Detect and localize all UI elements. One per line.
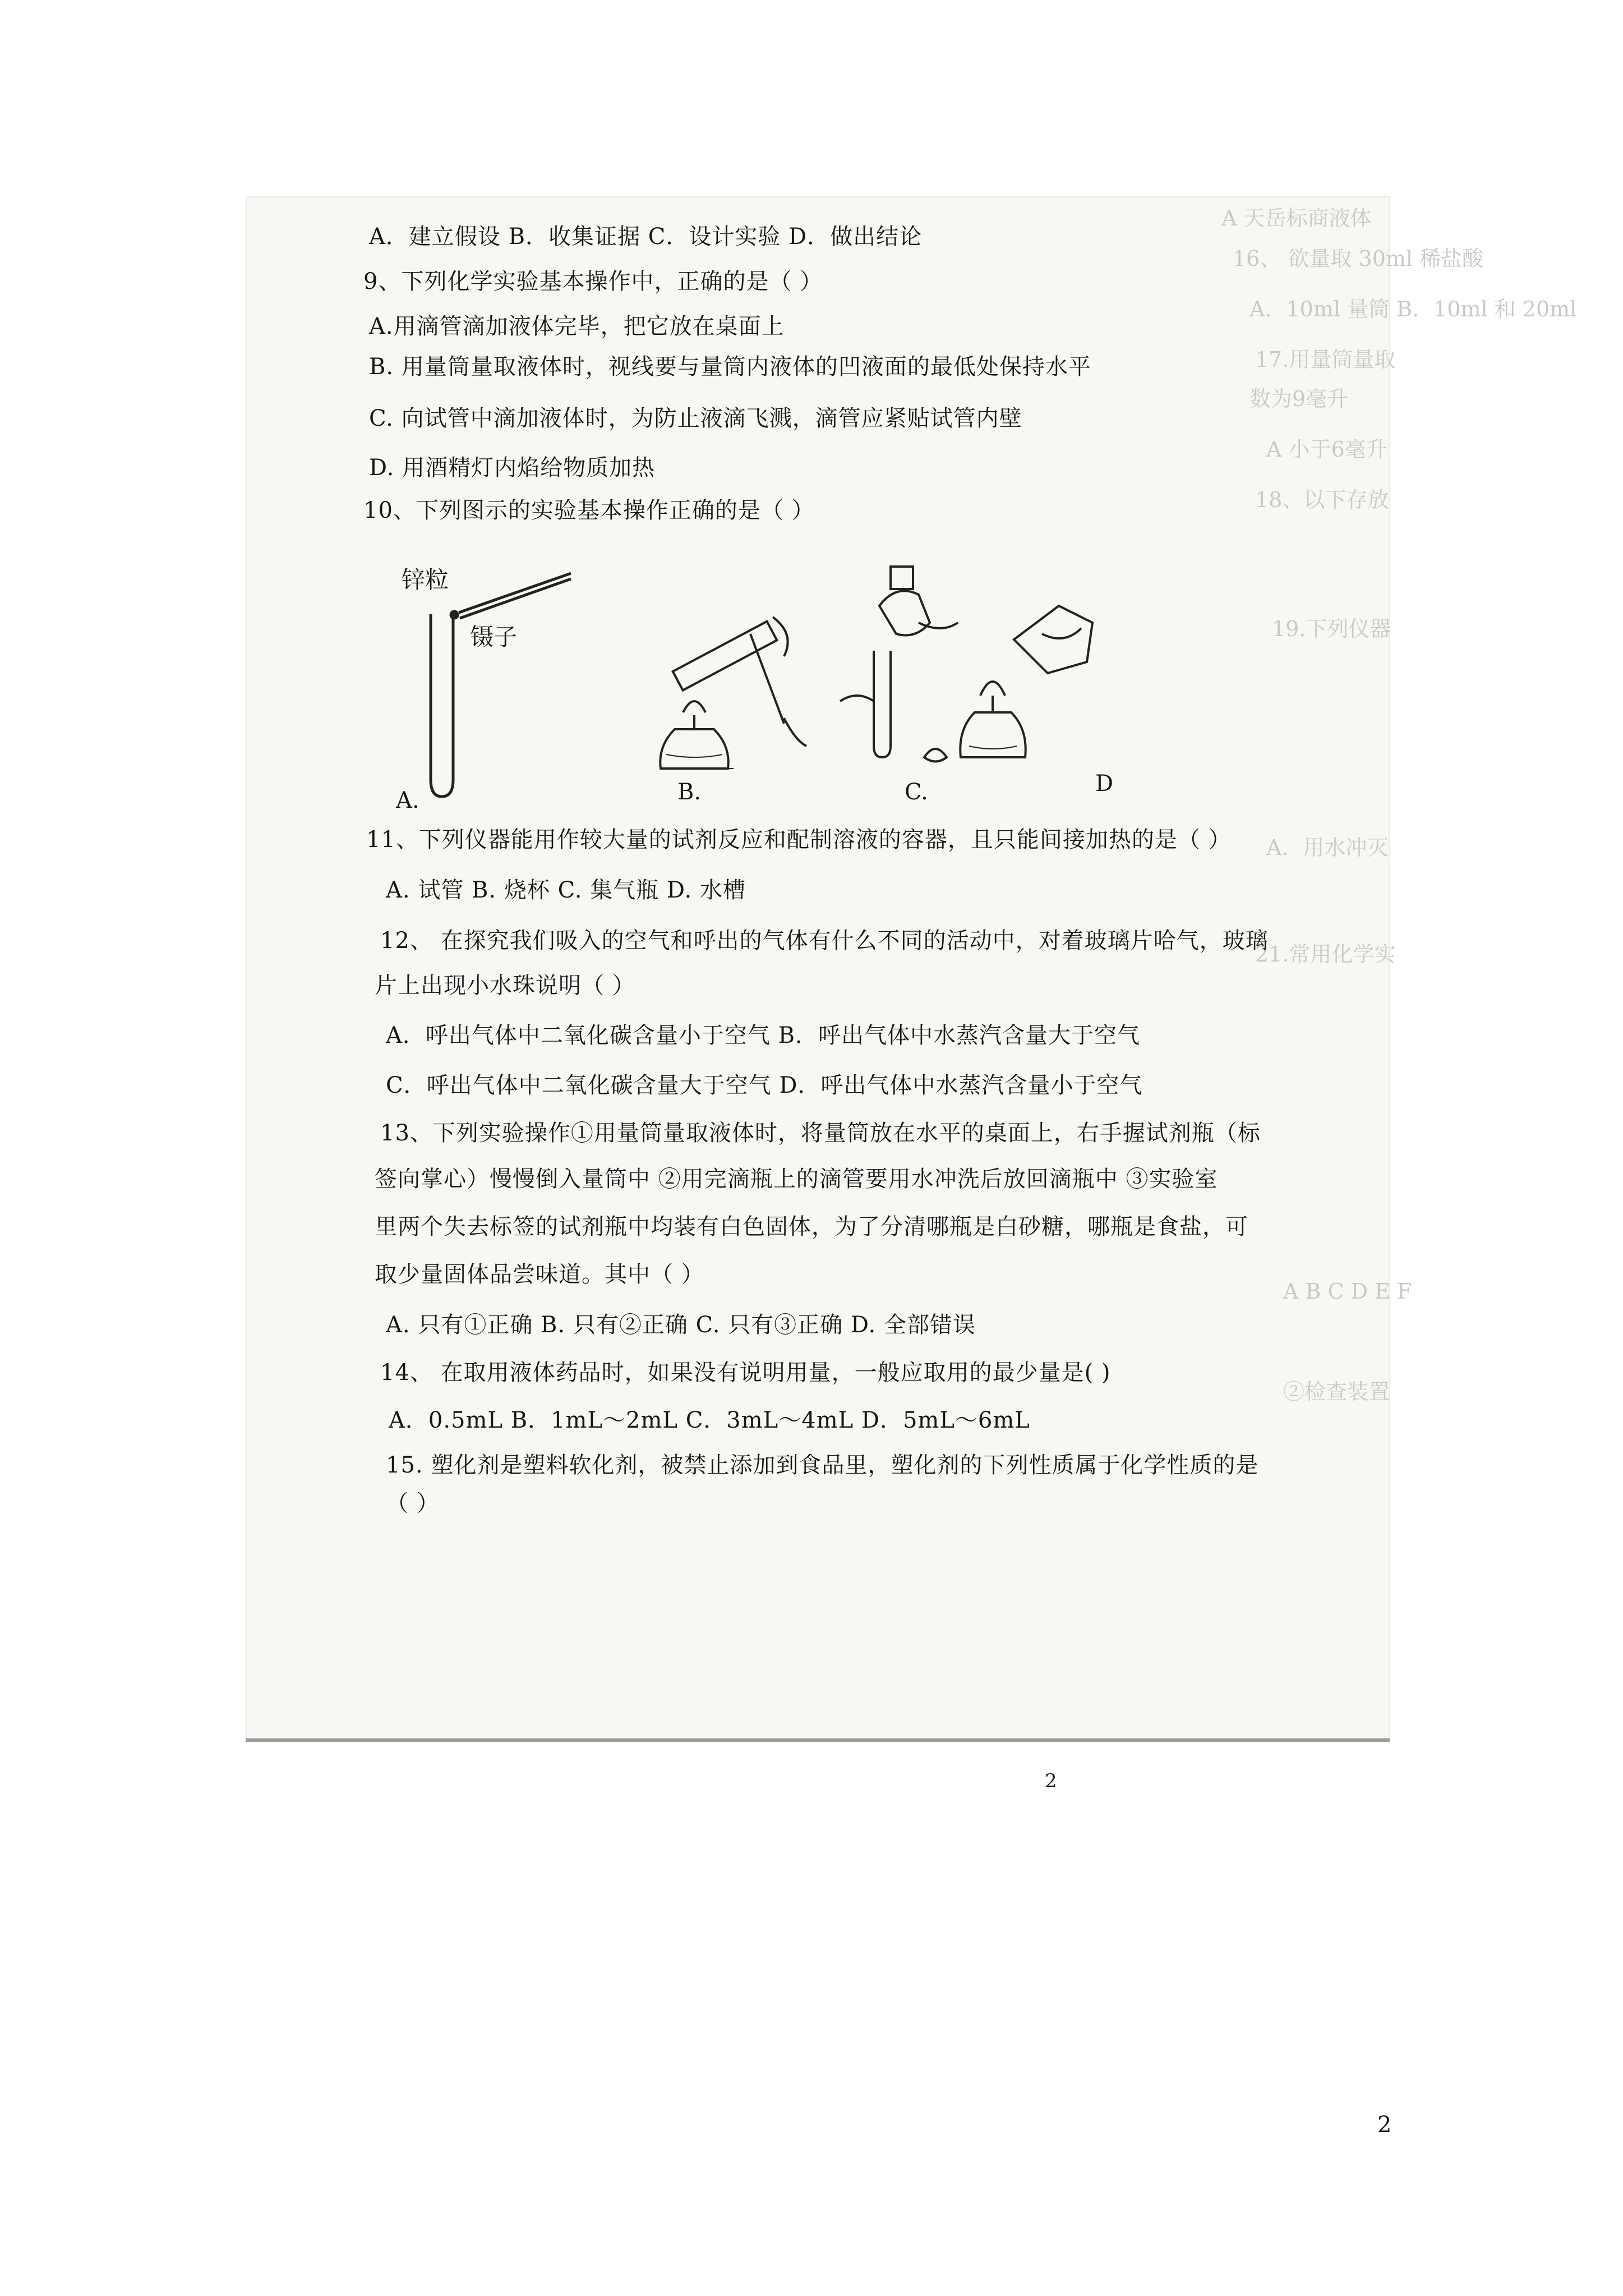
q14-stem: 14、 在取用液体药品时，如果没有说明用量，一般应取用的最少量是( ) xyxy=(380,1360,1111,1386)
bleed-through-text: A．10ml 量筒 B．10ml 和 20ml xyxy=(1249,297,1577,321)
label-d: D xyxy=(1095,771,1114,797)
figure-a-test-tube xyxy=(431,573,571,797)
q12-options-ab: A．呼出气体中二氧化碳含量小于空气 B．呼出气体中水蒸汽含量大于空气 xyxy=(386,1023,1140,1048)
bleed-through-text: 21.常用化学实 xyxy=(1255,942,1396,967)
q9-option-d: D. 用酒精灯内焰给物质加热 xyxy=(369,455,656,481)
q13-line-2: 签向掌心）慢慢倒入量筒中 ②用完滴瓶上的滴管要用水冲洗后放回滴瓶中 ③实验室 xyxy=(375,1166,1218,1192)
bleed-through-text: A．用水冲灭 xyxy=(1266,835,1389,860)
scan-bottom-edge xyxy=(246,1738,1390,1742)
bleed-through-text: 16、 欲量取 30ml 稀盐酸 xyxy=(1233,246,1484,271)
q15-stem-continued: （ ） xyxy=(386,1490,440,1516)
label-zinc: 锌粒 xyxy=(402,566,449,593)
q12-options-cd: C．呼出气体中二氧化碳含量大于空气 D．呼出气体中水蒸汽含量小于空气 xyxy=(386,1073,1143,1098)
label-tweezers: 镊子 xyxy=(470,623,518,651)
q11-stem: 11、下列仪器能用作较大量的试剂反应和配制溶液的容器，且只能间接加热的是（ ） xyxy=(366,827,1232,853)
q14-options: A．0.5mL B．1mL～2mL C．3mL～4mL D．5mL～6mL xyxy=(389,1407,1030,1433)
q13-line-4: 取少量固体品尝味道。其中（ ） xyxy=(375,1262,704,1287)
figure-c-pouring xyxy=(840,567,958,762)
label-c: C. xyxy=(905,779,928,805)
q9-option-c: C. 向试管中滴加液体时，为防止液滴飞溅，滴管应紧贴试管内壁 xyxy=(369,406,1022,431)
q12-stem-continued: 片上出现小水珠说明（ ） xyxy=(375,973,635,999)
scanned-page xyxy=(246,196,1577,1792)
q13-line-3: 里两个失去标签的试剂瓶中均装有白色固体，为了分清哪瓶是白砂糖，哪瓶是食盐，可 xyxy=(375,1214,1248,1240)
bleed-through-text: 18、以下存放 xyxy=(1255,487,1389,512)
q12-stem: 12、 在探究我们吸入的空气和呼出的气体有什么不同的活动中，对着玻璃片哈气，玻璃 xyxy=(380,928,1269,954)
q9-stem: 9、下列化学实验基本操作中，正确的是（ ） xyxy=(363,269,823,295)
q13-stem: 13、下列实验操作①用量筒量取液体时，将量筒放在水平的桌面上，右手握试剂瓶（标 xyxy=(380,1120,1261,1146)
q13-options: A. 只有①正确 B. 只有②正确 C. 只有③正确 D. 全部错误 xyxy=(386,1312,976,1338)
scan-page-number: 2 xyxy=(1045,1770,1057,1792)
figure-b-heating xyxy=(660,617,806,769)
page-number: 2 xyxy=(1377,2112,1392,2138)
bleed-through-text: ②检查装置 xyxy=(1283,1379,1390,1404)
bleed-through-text: A 天岳标商液体 xyxy=(1221,206,1372,231)
q10-stem: 10、下列图示的实验基本操作正确的是（ ） xyxy=(363,498,815,523)
q10-figures xyxy=(391,561,1457,813)
q9-option-b: B. 用量筒量取液体时，视线要与量筒内液体的凹液面的最低处保持水平 xyxy=(369,354,1091,380)
q8-options: A．建立假设 B．收集证据 C．设计实验 D．做出结论 xyxy=(369,224,923,250)
q9-option-a: A.用滴管滴加液体完毕，把它放在桌面上 xyxy=(369,314,785,339)
bleed-through-text: 数为9毫升 xyxy=(1249,386,1349,411)
label-a: A. xyxy=(396,788,419,813)
lab-operation-diagrams xyxy=(391,561,1401,813)
bleed-through-text: 17.用量筒量取 xyxy=(1255,347,1396,372)
bleed-through-text: 19.下列仪器 xyxy=(1272,616,1391,641)
q11-options: A. 试管 B. 烧杯 C. 集气瓶 D. 水槽 xyxy=(386,877,746,903)
label-b: B. xyxy=(677,779,702,805)
figure-d-lighting-lamp xyxy=(960,606,1092,757)
bleed-through-text: A 小于6毫升 xyxy=(1266,437,1387,462)
q15-stem: 15. 塑化剂是塑料软化剂，被禁止添加到食品里，塑化剂的下列性质属于化学性质的是 xyxy=(386,1452,1259,1478)
bleed-through-text: A B C D E F xyxy=(1283,1279,1412,1304)
